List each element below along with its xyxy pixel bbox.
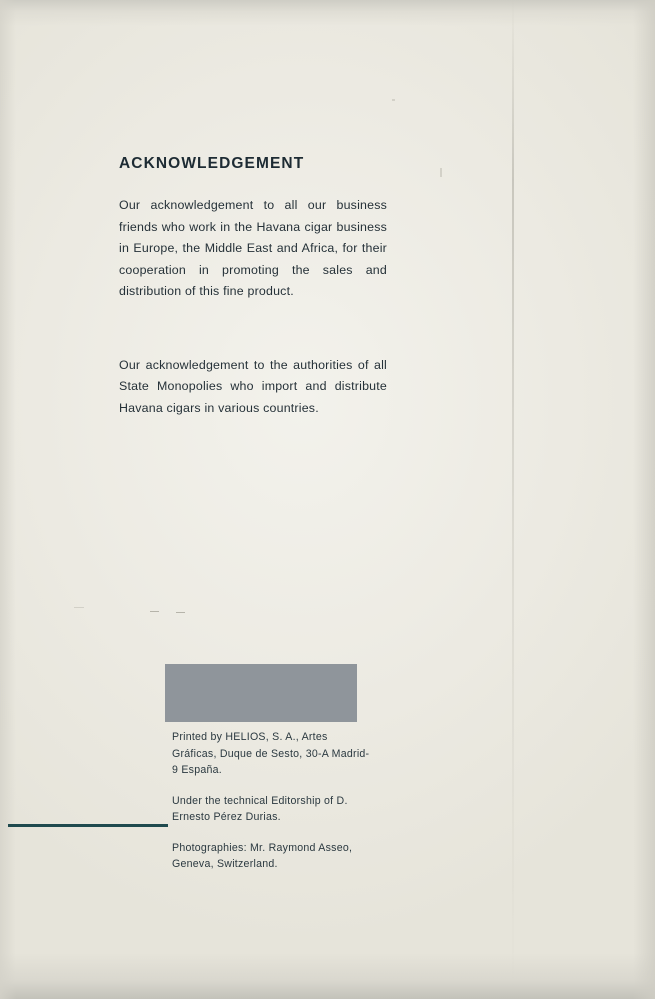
decorative-rule xyxy=(8,824,168,827)
colophon-photographer: Photographies: Mr. Raymond Asseo, Geneva, Switzerland. xyxy=(172,841,353,870)
page-edge-right xyxy=(633,0,655,999)
paper-speck xyxy=(74,607,84,608)
page-edge-left xyxy=(0,0,16,999)
page-body xyxy=(119,155,387,419)
paper-speck xyxy=(440,168,442,177)
acknowledgement-paragraph-1: Our acknowledgement to all our business friends who work in the Havana cigar business in Europe, the Middle East and Africa, for their cooperation in promoting the sales and distribution of this fine product. xyxy=(119,198,387,298)
colophon-editor: Under the technical Editorship of D. Ernesto Pérez Durias. xyxy=(172,794,348,823)
paper-speck xyxy=(176,612,185,613)
colophon xyxy=(172,729,372,873)
colophon-printer: Printed by HELIOS, S. A., Artes Gráficas, Duque de Sesto, 30-A Madrid-9 España. xyxy=(172,731,370,776)
page-edge-bottom xyxy=(0,953,655,999)
photo-placeholder-block xyxy=(165,664,357,722)
acknowledgement-paragraph-2: Our acknowledgement to the authorities of all State Monopolies who import and distribute Havana cigars in various countries. xyxy=(119,357,387,415)
paper-speck xyxy=(392,99,395,101)
page-edge-top xyxy=(0,0,655,26)
paper-crease xyxy=(512,0,514,999)
paper-speck xyxy=(150,611,159,612)
page-title: ACKNOWLEDGEMENT xyxy=(119,155,305,172)
